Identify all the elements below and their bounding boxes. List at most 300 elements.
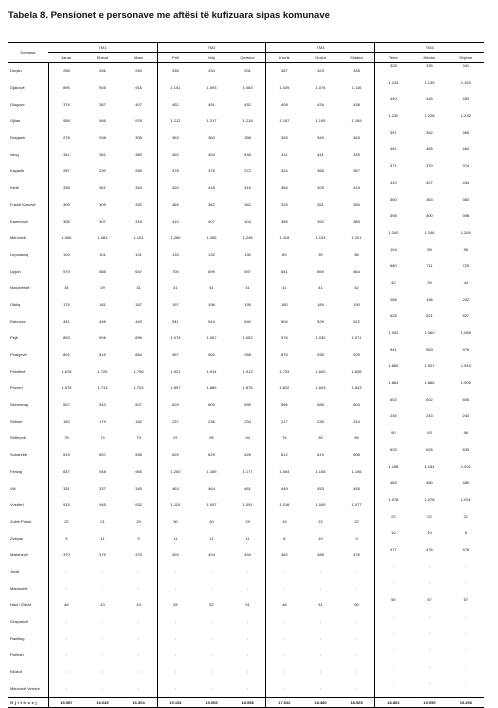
value-cell: 188 xyxy=(390,296,397,302)
value-cell: 555 xyxy=(121,447,157,464)
value-cell: 453 xyxy=(317,485,324,491)
value-cell: 130 xyxy=(230,247,266,264)
month-header: Shtator xyxy=(339,53,375,63)
value-cell: 629 xyxy=(172,452,179,458)
value-cell: 30 xyxy=(209,518,214,524)
table-row xyxy=(8,413,484,430)
value-cell: 605 xyxy=(462,396,470,402)
value-cell: : xyxy=(319,619,322,625)
value-cell: 1.029 xyxy=(279,85,290,91)
value-cell: 73 xyxy=(121,430,157,447)
table-row xyxy=(8,63,484,80)
value-cell: 19 xyxy=(282,518,287,524)
value-cell: 29 xyxy=(230,514,266,531)
value-cell: 1.913 xyxy=(230,363,266,380)
value-cell: 235 xyxy=(317,418,324,424)
month-header: Maj xyxy=(193,53,229,63)
table-row xyxy=(8,313,484,330)
value-cell: 243 xyxy=(426,413,433,419)
value-cell: 418 xyxy=(208,185,215,191)
value-cell: : xyxy=(65,568,67,574)
value-cell: 464 xyxy=(208,485,215,491)
value-cell: 504 xyxy=(281,318,288,324)
value-cell: 664 xyxy=(339,263,375,280)
value-cell: 89 xyxy=(339,430,375,447)
value-cell: 57 xyxy=(427,597,432,602)
value-cell: 187 xyxy=(121,297,157,314)
value-cell: 540 xyxy=(230,313,266,330)
value-cell: 96 xyxy=(463,430,469,436)
value-cell: 51 xyxy=(318,602,323,608)
value-cell: 50 xyxy=(339,597,375,614)
value-cell: 441 xyxy=(317,151,324,157)
table-body xyxy=(8,63,484,708)
value-cell: 41 xyxy=(318,285,323,291)
value-cell: 1.897 xyxy=(170,385,181,391)
value-cell: 1.078 xyxy=(388,496,399,502)
pensions-table xyxy=(8,42,484,708)
value-cell: 309 xyxy=(99,201,106,207)
value-cell: 1.110 xyxy=(170,502,181,508)
value-cell: 519 xyxy=(63,452,70,458)
value-cell: 463 xyxy=(172,485,179,491)
value-cell: 41 xyxy=(282,285,287,291)
value-cell: 337 xyxy=(99,485,106,491)
value-cell: : xyxy=(428,647,431,653)
value-cell: : xyxy=(283,585,285,591)
value-cell: 404 xyxy=(230,213,266,230)
value-cell: 104 xyxy=(390,246,397,252)
value-cell: 494 xyxy=(230,547,266,564)
value-cell: : xyxy=(101,685,104,691)
value-cell: : xyxy=(428,680,431,686)
municipality-name: Mamushë xyxy=(8,580,48,597)
value-cell: 22 xyxy=(339,514,375,531)
value-cell: : xyxy=(319,669,322,675)
value-cell: 626 xyxy=(230,447,266,464)
total-row xyxy=(8,698,484,708)
municipality-name: Kllokot xyxy=(8,664,48,681)
value-cell: 445 xyxy=(426,96,433,102)
value-cell: 19.050 xyxy=(411,698,447,708)
value-cell: 976 xyxy=(281,335,288,341)
value-cell: 43 xyxy=(121,597,157,614)
table-row xyxy=(8,480,484,497)
municipality-name: Prizren xyxy=(8,380,48,397)
month-header: Dhjetor xyxy=(448,53,484,63)
value-cell: 440 xyxy=(390,96,397,102)
value-cell: 8 xyxy=(464,530,467,536)
value-cell: 936 xyxy=(317,352,324,358)
value-cell: 392 xyxy=(317,218,324,224)
value-cell: 339 xyxy=(426,63,433,68)
value-cell: 236 xyxy=(208,418,215,424)
value-cell: 1.071 xyxy=(339,330,375,347)
value-cell: 446 xyxy=(230,146,266,163)
value-cell: 612 xyxy=(281,452,288,458)
value-cell: : xyxy=(465,647,467,653)
value-cell: 20 xyxy=(121,514,157,531)
value-cell: 1.152 xyxy=(460,79,471,85)
value-cell: 1.188 xyxy=(388,463,399,469)
value-cell: : xyxy=(283,568,285,574)
value-cell: : xyxy=(101,652,104,658)
value-cell: 41 xyxy=(209,285,214,291)
value-cell: 1.052 xyxy=(230,330,266,347)
value-cell: 190 xyxy=(339,297,375,314)
value-cell: 378 xyxy=(172,168,179,174)
value-cell: 1.193 xyxy=(315,235,326,241)
table-row xyxy=(8,447,484,464)
value-cell: 237 xyxy=(172,418,179,424)
municipality-name: Glogovc xyxy=(8,96,48,113)
quarter-header: TM1 xyxy=(48,43,157,53)
value-cell: : xyxy=(174,568,176,574)
value-cell: : xyxy=(428,630,431,636)
value-cell: 30 xyxy=(173,518,178,524)
value-cell: 18.480 xyxy=(302,698,338,708)
value-cell: 1.085 xyxy=(460,330,471,335)
value-cell: : xyxy=(210,652,213,658)
table-row xyxy=(8,163,484,180)
value-cell: 465 xyxy=(426,146,433,152)
value-cell: 557 xyxy=(99,452,106,458)
value-cell: : xyxy=(465,613,467,619)
value-cell: 585 xyxy=(99,268,106,274)
value-cell: : xyxy=(210,685,213,691)
value-cell: 234 xyxy=(230,413,266,430)
value-cell: 629 xyxy=(208,452,215,458)
value-cell: 39 xyxy=(427,279,432,285)
value-cell: 1.030 xyxy=(315,335,326,341)
value-cell: 90 xyxy=(318,251,323,257)
value-cell: 318 xyxy=(121,213,157,230)
value-cell: : xyxy=(210,585,213,591)
value-cell: 480 xyxy=(462,480,470,486)
value-cell: : xyxy=(210,619,213,625)
quarter-header: TM4 xyxy=(375,43,484,53)
value-cell: 334 xyxy=(208,68,215,74)
value-cell: 370 xyxy=(63,552,70,558)
table-row xyxy=(8,580,484,597)
value-cell: 331 xyxy=(63,485,70,491)
table-row xyxy=(8,247,484,264)
table-row xyxy=(8,230,484,247)
value-cell: 1.704 xyxy=(121,380,157,397)
value-cell: : xyxy=(121,664,157,681)
value-cell: 976 xyxy=(462,346,470,352)
value-cell: : xyxy=(230,630,266,647)
value-cell: 9 xyxy=(121,530,157,547)
value-cell: 906 xyxy=(99,335,106,341)
value-cell: 335 xyxy=(339,146,375,163)
value-cell: 398 xyxy=(390,213,397,219)
value-cell: 619 xyxy=(317,452,324,458)
value-cell: 278 xyxy=(63,135,70,141)
value-cell: 1.864 xyxy=(388,380,399,386)
value-cell: 11 xyxy=(209,535,214,541)
value-cell: : xyxy=(65,619,67,625)
value-cell: 450 xyxy=(208,151,215,157)
month-header: Shkurt xyxy=(84,53,120,63)
value-cell: 90 xyxy=(318,435,323,441)
municipality-name: Shtime xyxy=(8,413,48,430)
value-cell: 351 xyxy=(317,201,324,207)
value-cell: 875 xyxy=(281,352,288,358)
value-cell: 370 xyxy=(426,163,433,169)
municipality-name: Hani i Elezit xyxy=(8,597,48,614)
value-cell: 307 xyxy=(99,218,106,224)
value-cell: : xyxy=(339,664,375,681)
value-cell: 10 xyxy=(318,535,323,541)
value-cell: 1.135 xyxy=(424,79,435,85)
value-cell: 378 xyxy=(63,101,70,107)
value-cell: 328 xyxy=(390,63,397,68)
value-cell: 507 xyxy=(121,397,157,414)
value-cell: 478 xyxy=(462,546,470,552)
value-cell: : xyxy=(210,635,213,641)
value-cell: 445 xyxy=(99,318,106,324)
value-cell: 1.097 xyxy=(206,502,217,508)
value-cell: 1.578 xyxy=(61,385,72,391)
municipality-name: Zveçan xyxy=(8,530,48,547)
value-cell: 932 xyxy=(121,497,157,514)
value-cell: 21 xyxy=(100,518,105,524)
value-cell: 1.232 xyxy=(460,113,471,119)
value-cell: : xyxy=(465,580,467,586)
municipality-name: Partesh xyxy=(8,647,48,664)
value-cell: 244 xyxy=(462,413,470,419)
value-cell: : xyxy=(65,635,67,641)
value-cell: 1.889 xyxy=(206,385,217,391)
value-cell: : xyxy=(465,663,467,669)
value-cell: 357 xyxy=(390,129,397,135)
value-cell: 1.212 xyxy=(170,118,181,124)
municipality-name: Gjakovë xyxy=(8,80,48,97)
value-cell: 34 xyxy=(64,285,69,291)
value-cell: : xyxy=(101,585,104,591)
municipality-name: Suharekë xyxy=(8,447,48,464)
municipality-name: Skenderaj xyxy=(8,397,48,414)
value-cell: 915 xyxy=(63,502,70,508)
value-cell: 18.863 xyxy=(375,698,411,708)
table-row xyxy=(8,130,484,147)
value-cell: : xyxy=(283,669,285,675)
value-cell: : xyxy=(319,568,322,574)
value-cell: 22 xyxy=(391,513,396,519)
value-cell: 464 xyxy=(462,146,470,152)
value-cell: 963 xyxy=(426,346,433,352)
value-cell: : xyxy=(339,630,375,647)
value-cell: : xyxy=(465,630,467,636)
value-cell: : xyxy=(319,652,322,658)
value-cell: 1.077 xyxy=(339,497,375,514)
value-cell: 476 xyxy=(426,546,433,552)
value-cell: 600 xyxy=(208,402,215,408)
value-cell: 853 xyxy=(63,335,70,341)
municipality-name: Rahovec xyxy=(8,313,48,330)
table-row xyxy=(8,280,484,297)
value-cell: 626 xyxy=(426,446,433,452)
value-cell: 451 xyxy=(208,101,215,107)
table-row xyxy=(8,547,484,564)
value-cell: 507 xyxy=(63,402,70,408)
value-cell: : xyxy=(210,568,213,574)
value-cell: 389 xyxy=(339,213,375,230)
quarter-header: TM3 xyxy=(266,43,375,53)
municipality-name: Mitrovicë Veriore xyxy=(8,680,48,697)
value-cell: 1.158 xyxy=(315,468,326,474)
value-cell: 9 xyxy=(339,530,375,547)
value-cell: 1.133 xyxy=(388,79,399,85)
value-cell: 527 xyxy=(462,313,470,319)
value-cell: 608 xyxy=(339,447,375,464)
value-cell: 48 xyxy=(282,602,287,608)
value-cell: 1.909 xyxy=(460,380,471,386)
municipality-name: Kaçanik xyxy=(8,163,48,180)
municipality-name: Gjilan xyxy=(8,113,48,130)
value-cell: 95 xyxy=(209,435,214,441)
value-cell: 344 xyxy=(121,180,157,197)
value-cell: 16.045 xyxy=(84,698,120,708)
value-cell: 1.678 xyxy=(61,368,72,374)
value-cell: 1.822 xyxy=(279,385,290,391)
value-cell: 461 xyxy=(230,480,266,497)
value-cell: 338 xyxy=(63,185,70,191)
value-cell: 360 xyxy=(462,196,470,202)
value-cell: 408 xyxy=(281,101,288,107)
value-cell: 290 xyxy=(99,168,106,174)
value-cell: 528 xyxy=(390,313,397,319)
value-cell: 566 xyxy=(281,402,288,408)
value-cell: 1.078 xyxy=(424,496,435,502)
value-cell: 602 xyxy=(426,396,433,402)
value-cell: 363 xyxy=(172,135,179,141)
month-header: Tetor xyxy=(375,53,411,63)
value-cell: 483 xyxy=(390,480,397,486)
value-cell: 494 xyxy=(208,552,215,558)
value-cell: 46 xyxy=(64,602,69,608)
value-cell: 438 xyxy=(339,96,375,113)
value-cell: 1.921 xyxy=(170,368,181,374)
value-cell: 1.218 xyxy=(230,113,266,130)
value-cell: 266 xyxy=(99,68,106,74)
municipality-name: Deçan xyxy=(8,63,48,80)
municipality-name: Fushë Kosovë xyxy=(8,197,48,214)
value-cell: 41 xyxy=(230,280,266,297)
table-row xyxy=(8,213,484,230)
value-cell: 11 xyxy=(173,535,178,541)
value-cell: 405 xyxy=(317,185,324,191)
value-cell: : xyxy=(392,580,394,586)
value-cell: 367 xyxy=(339,163,375,180)
value-cell: 453 xyxy=(462,96,470,102)
value-cell: : xyxy=(65,669,67,675)
value-cell: : xyxy=(210,669,213,675)
value-cell: 916 xyxy=(121,80,157,97)
value-cell: 42 xyxy=(391,279,396,285)
value-cell: 246 xyxy=(390,413,397,419)
municipality-name: Ranillug xyxy=(8,630,48,647)
value-cell: 604 xyxy=(339,397,375,414)
value-cell: 1.074 xyxy=(170,335,181,341)
value-cell: : xyxy=(101,635,104,641)
value-cell: 451 xyxy=(390,146,397,152)
table-row xyxy=(8,597,484,614)
quarter-header: TM2 xyxy=(157,43,266,53)
value-cell: 896 xyxy=(121,330,157,347)
value-cell: 336 xyxy=(172,68,179,74)
value-cell: 450 xyxy=(172,151,179,157)
value-cell: 647 xyxy=(121,263,157,280)
value-cell: 958 xyxy=(230,347,266,364)
value-cell: : xyxy=(283,685,285,691)
value-cell: : xyxy=(319,685,322,691)
value-cell: 90 xyxy=(391,430,396,436)
value-cell: 420 xyxy=(172,185,179,191)
value-cell: : xyxy=(174,585,176,591)
municipality-name: Graçanicë xyxy=(8,614,48,631)
value-cell: 415 xyxy=(339,180,375,197)
value-cell: 341 xyxy=(63,151,70,157)
value-cell: : xyxy=(465,680,467,686)
value-cell: 1.836 xyxy=(339,363,375,380)
value-cell: 1.230 xyxy=(388,113,399,119)
value-cell: 175 xyxy=(63,301,70,307)
value-cell: 965 xyxy=(121,464,157,481)
value-cell: 1.843 xyxy=(339,380,375,397)
value-cell: : xyxy=(174,685,176,691)
value-cell: 305 xyxy=(121,130,157,147)
value-cell: 52 xyxy=(209,602,214,608)
value-cell: : xyxy=(428,663,431,669)
municipality-name: Leposaviq xyxy=(8,247,48,264)
value-cell: : xyxy=(121,580,157,597)
value-cell: 197 xyxy=(172,301,179,307)
value-cell: 443 xyxy=(121,313,157,330)
value-cell: 400 xyxy=(426,213,433,219)
value-cell: 407 xyxy=(208,218,215,224)
value-cell: 10 xyxy=(391,530,396,536)
value-cell: : xyxy=(319,585,322,591)
value-cell: : xyxy=(230,664,266,681)
value-cell: 332 xyxy=(121,197,157,214)
value-cell: 182 xyxy=(63,418,70,424)
value-cell: 11 xyxy=(230,530,266,547)
value-cell: 55 xyxy=(391,597,396,602)
value-cell: 1.201 xyxy=(460,463,471,469)
value-cell: 929 xyxy=(339,347,375,364)
value-cell: : xyxy=(339,680,375,697)
value-cell: 53 xyxy=(173,602,178,608)
value-cell: 1.184 xyxy=(424,463,435,469)
value-cell: 374 xyxy=(462,163,470,169)
value-cell: 1.189 xyxy=(206,468,217,474)
value-cell: 366 xyxy=(317,168,324,174)
value-cell: 1.016 xyxy=(279,502,290,508)
value-cell: 1.187 xyxy=(279,118,290,124)
municipality-name: Novobërdë xyxy=(8,280,48,297)
value-cell: 441 xyxy=(63,318,70,324)
table-row xyxy=(8,564,484,581)
table-header xyxy=(8,43,484,63)
value-cell: : xyxy=(283,652,285,658)
value-cell: 133 xyxy=(172,251,179,257)
value-cell: 101 xyxy=(99,251,106,257)
value-cell: 345 xyxy=(317,135,324,141)
value-cell: : xyxy=(428,563,431,569)
value-cell: 398 xyxy=(462,213,470,219)
